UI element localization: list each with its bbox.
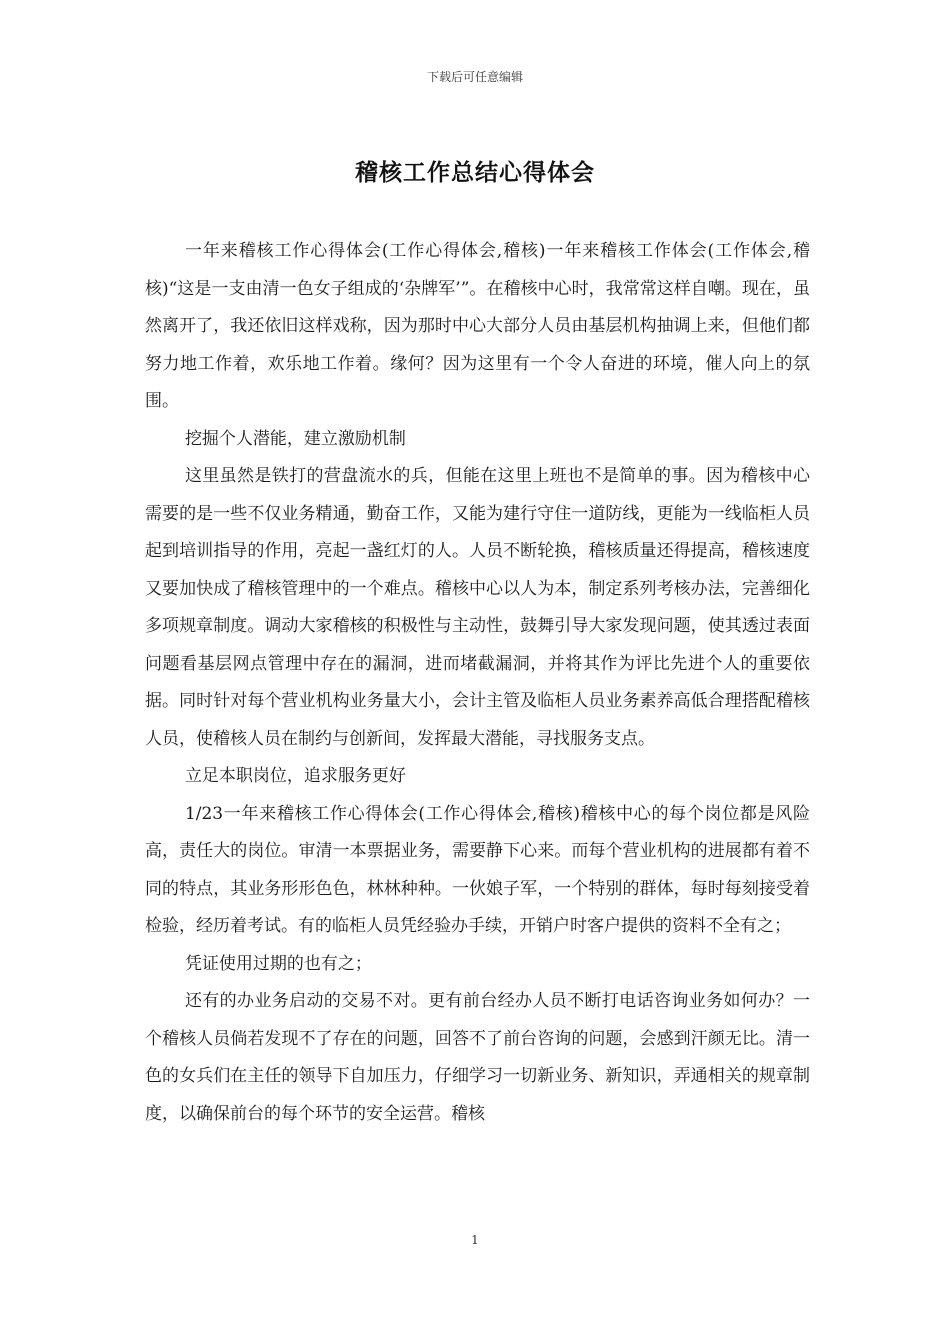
- section-heading-service: 立足本职岗位，追求服务更好: [184, 766, 406, 786]
- document-body: [145, 233, 810, 1133]
- paragraph-service: 1/23一年来稽核工作心得体会(工作心得体会,稽核)稽核中心的每个岗位都是风险高，责任大的岗位。审清一本票据业务，需要静下心来。而每个营业机构的进展都有着不同的特点，其业务形形色色，林林种种。一伙娘子军，一个特别的群体，每时每刻接受着检验，经历着考试。有的临柜人员凭经验办手续，开销户时客户提供的资料不全有之；: [145, 803, 810, 936]
- paragraph-potential: 这里虽然是铁打的营盘流水的兵，但能在这里上班也不是简单的事。因为稽核中心需要的是一些不仅业务精通，勤奋工作，又能为建行守住一道防线，更能为一线临柜人员起到培训指导的作用，亮起一盏红灯的人。人员不断轮换，稽核质量还得提高，稽核速度又要加快成了稽核管理中的一个难点。稽核中心以人为本，制定系列考核办法，完善细化多项规章制度。调动大家稽核的积极性与主动性，鼓舞引导大家发现问题，使其透过表面问题看基层网点管理中存在的漏洞，进而堵截漏洞，并将其作为评比先进个人的重要依据。同时针对每个营业机构业务量大小，会计主管及临柜人员业务素养高低合理搭配稽核人员，使稽核人员在制约与创新间，发挥最大潜能，寻找服务支点。: [145, 466, 810, 749]
- page-number: 1: [471, 1233, 479, 1247]
- page-header-note: 下载后可任意编辑: [426, 70, 523, 84]
- paragraph-consulting: 还有的办业务启动的交易不对。更有前台经办人员不断打电话咨询业务如何办？一个稽核人员倘若发现不了存在的问题，回答不了前台咨询的问题，会感到汗颜无比。清一色的女兵们在主任的领导下自加压力，仔细学习一切新业务、新知识，弄通相关的规章制度，以确保前台的每个环节的安全运营。稽核: [145, 991, 810, 1124]
- paragraph-expired-vouchers: 凭证使用过期的也有之；: [184, 953, 372, 974]
- document-title: 稽核工作总结心得体会: [355, 160, 595, 186]
- paragraph-intro: 一年来稽核工作心得体会(工作心得体会,稽核)一年来稽核工作体会(工作体会,稽核)“这是一支由清一色女子组成的‘杂牌军’”。在稽核中心时，我常常这样自嘲。现在，虽然离开了，我还依旧这样戏称，因为那时中心大部分人员由基层机构抽调上来，但他们都努力地工作着，欢乐地工作着。缘何？因为这里有一个令人奋进的环境，催人向上的氛围。: [145, 241, 810, 411]
- section-heading-potential: 挖掘个人潜能，建立激励机制: [184, 428, 406, 449]
